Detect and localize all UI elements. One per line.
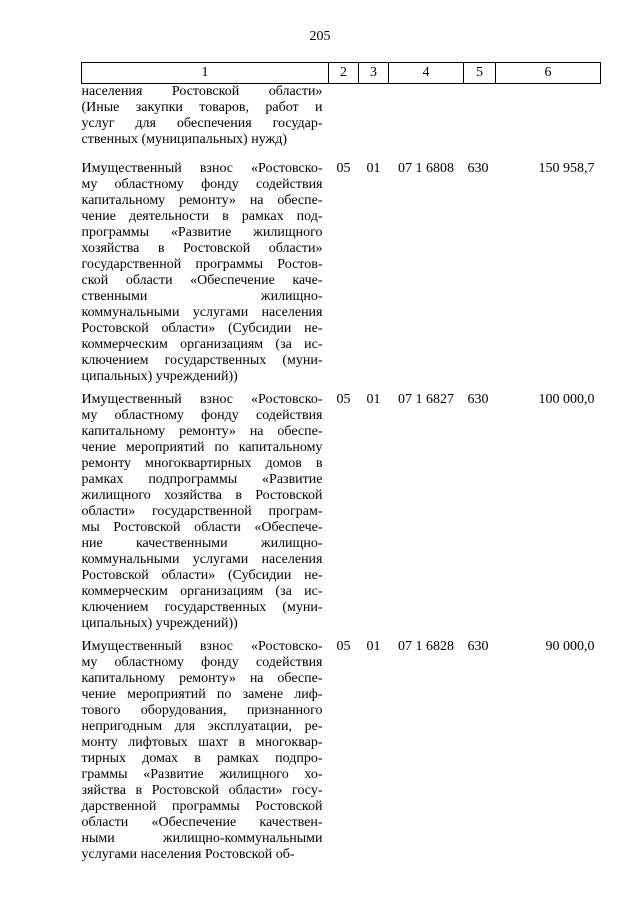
- description-line: чение деятельности в рамках под-: [81, 209, 323, 224]
- empty-cell: [359, 84, 389, 162]
- row-description: [82, 639, 329, 870]
- page-number: 205: [309, 29, 331, 44]
- table-row: [82, 161, 601, 392]
- target-article-code: 07 1 6808: [398, 161, 454, 176]
- description-line: монту лифтовых шахт в многоквар-: [81, 735, 323, 750]
- header-col-3: 3: [359, 63, 389, 84]
- description-line: капитальному ремонту» на обеспе-: [81, 424, 323, 439]
- description-line: (Иные закупки товаров, работ и: [81, 100, 323, 115]
- description-line: области» государственной програм-: [81, 504, 323, 519]
- description-line: коммерческим организациям (за ис-: [81, 584, 323, 599]
- description-line: Имущественный взнос «Ростовско-: [81, 639, 323, 654]
- header-col-1: 1: [82, 63, 329, 84]
- description-line: государственной программы Ростов-: [81, 257, 323, 272]
- budget-table: [81, 62, 601, 870]
- expense-type-code: 630: [467, 639, 489, 654]
- description-line: ными жилищно-коммунальными: [81, 831, 323, 846]
- header-col-6: 6: [496, 63, 601, 84]
- description-line: капитальному ремонту» на обеспе-: [81, 671, 323, 686]
- table-row: [82, 639, 601, 870]
- expense-type-code: 630: [467, 392, 489, 407]
- target-article-code: 07 1 6828: [398, 639, 454, 654]
- section-code: 05: [336, 161, 351, 176]
- description-line: чение мероприятий по капитальному: [81, 440, 323, 455]
- row-description: [82, 161, 329, 392]
- section-code: 05: [336, 392, 351, 407]
- description-line: коммунальными услугами населения: [81, 305, 323, 320]
- description-line: Имущественный взнос «Ростовско-: [81, 392, 323, 407]
- description-line: граммы «Развитие жилищного хо-: [81, 767, 323, 782]
- table-row: [82, 392, 601, 639]
- table-body: [82, 84, 601, 871]
- header-col-4: 4: [389, 63, 464, 84]
- continuation-description: [82, 84, 329, 162]
- description-line: му областному фонду содействия: [81, 177, 323, 192]
- empty-cell: [329, 84, 359, 162]
- description-line: му областному фонду содействия: [81, 655, 323, 670]
- amount-value: 90 000,0: [545, 639, 595, 654]
- description-line: жилищного хозяйства в Ростовской: [81, 488, 323, 503]
- description-line: услугами населения Ростовской об-: [81, 847, 295, 862]
- description-line: ципальных) учреждений)): [81, 369, 238, 384]
- description-line: Ростовской области» (Субсидии не-: [81, 568, 323, 583]
- amount-value: 150 958,7: [538, 161, 595, 176]
- description-line: ключением государственных (муни-: [81, 600, 323, 615]
- empty-cell: [464, 84, 496, 162]
- subsection-code: 01: [366, 392, 381, 407]
- section-code: 05: [336, 639, 351, 654]
- description-line: Имущественный взнос «Ростовско-: [81, 161, 323, 176]
- description-line: Ростовской области» (Субсидии не-: [81, 321, 323, 336]
- description-line: коммерческим организациям (за ис-: [81, 337, 323, 352]
- header-col-5: 5: [464, 63, 496, 84]
- table-header: [82, 63, 601, 84]
- header-col-2: 2: [329, 63, 359, 84]
- subsection-code: 01: [366, 639, 381, 654]
- description-line: тирных домах в рамках подпро-: [81, 751, 323, 766]
- expense-type-code: 630: [467, 161, 489, 176]
- description-line: хозяйства в Ростовской области»: [81, 241, 323, 256]
- empty-cell: [389, 84, 464, 162]
- header-row: [82, 63, 601, 84]
- description-line: непригодным для эксплуатации, ре-: [81, 719, 323, 734]
- description-line: ственными жилищно-: [81, 289, 323, 304]
- description-line: области «Обеспечение качествен-: [81, 815, 323, 830]
- row-description: [82, 392, 329, 639]
- description-line: чение мероприятий по замене лиф-: [81, 687, 323, 702]
- description-line: ципальных) учреждений)): [81, 616, 238, 631]
- description-line: коммунальными услугами населения: [81, 552, 323, 567]
- description-line: му областному фонду содействия: [81, 408, 323, 423]
- description-line: программы «Развитие жилищного: [81, 225, 323, 240]
- target-article-code: 07 1 6827: [398, 392, 454, 407]
- description-line: услуг для обеспечения государ-: [81, 116, 323, 131]
- description-line: мы Ростовской области «Обеспече-: [81, 520, 323, 535]
- empty-cell: [496, 84, 601, 162]
- description-line: населения Ростовской области»: [81, 84, 323, 99]
- description-line: капитальному ремонту» на обеспе-: [81, 193, 323, 208]
- subsection-code: 01: [366, 161, 381, 176]
- continuation-row: [82, 84, 601, 162]
- description-line: рамках подпрограммы «Развитие: [81, 472, 323, 487]
- description-line: ской области «Обеспечение каче-: [81, 273, 323, 288]
- description-line: дарственной программы Ростовской: [81, 799, 323, 814]
- amount-value: 100 000,0: [538, 392, 595, 407]
- description-line: зяйства в Ростовской области» госу-: [81, 783, 323, 798]
- description-line: ние качественными жилищно-: [81, 536, 323, 551]
- description-line: тового оборудования, признанного: [81, 703, 323, 718]
- description-line: ключением государственных (муни-: [81, 353, 323, 368]
- description-line: ремонту многоквартирных домов в: [81, 456, 323, 471]
- description-line: ственных (муниципальных) нужд): [81, 132, 287, 147]
